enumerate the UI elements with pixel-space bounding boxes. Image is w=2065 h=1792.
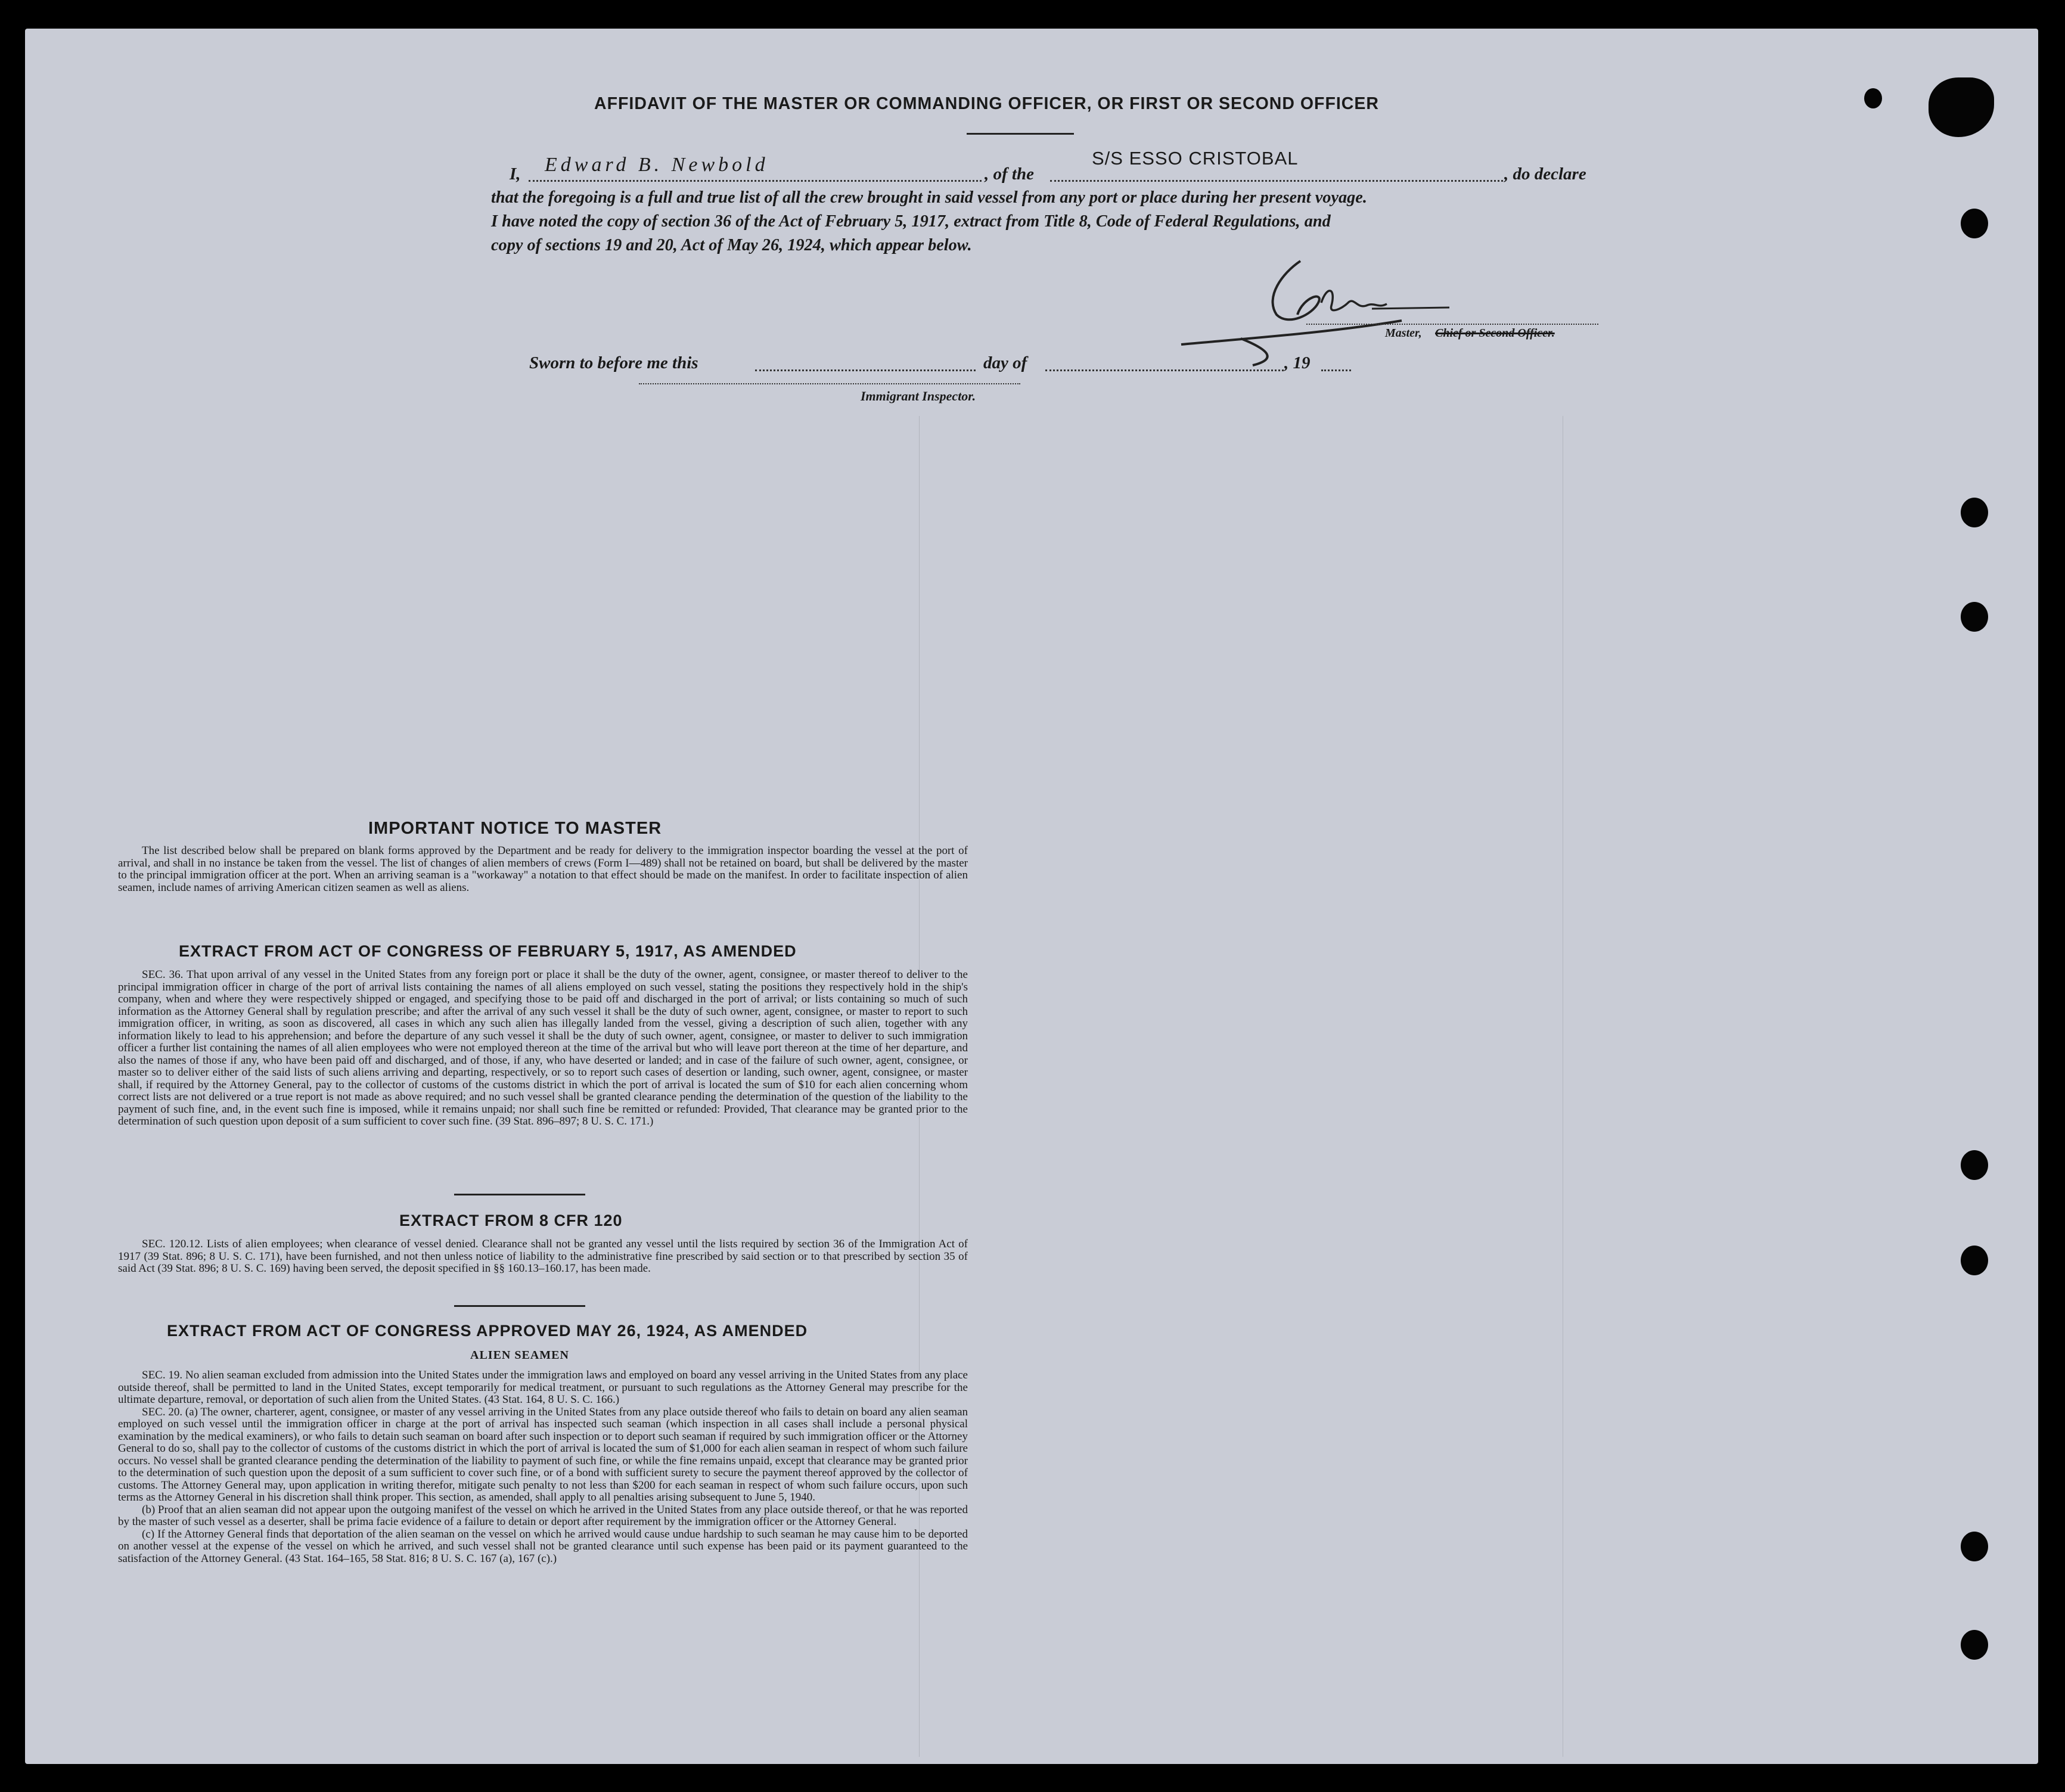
extract-1924-body [118,1369,968,1565]
section-36-text: SEC. 36. That upon arrival of any vessel in the United States from any foreign port or place it shall be the duty of the owner, agent, consignee, or master thereof to deliver to the principal immigration officer in charge of the port of arrival lists containing the names of all aliens employed on such vessel, stating the positions they respectively hold in the ship's company, when and where they were respectively shipped or engaged, and specifying those to be paid off and discharged in the port of arrival; or lists containing so much of such information as the Attorney General shall by regulation prescribe; and after the arrival of any such vessel it shall be the duty of such owner, agent, consignee, or master to report to such immigration officer, in writing, as soon as discovered, all cases in which any such alien has illegally landed from the vessel, giving a description of such alien, together with any information likely to lead to his apprehension; and before the departure of any such vessel it shall be the duty of such owner, agent, consignee, or master to deliver to such immigration officer a further list containing the names of all alien employees who were not employed thereon at the time of the arrival but who will leave port thereon at the time of her departure, and also the names of those if any, who have been paid off and discharged, and of those, if any, who have deserted or landed; and in case of the failure of such owner, agent, consignee, or master so to deliver either of the said lists of such aliens arriving and departing, respectively, or so to report such cases of desertion or landing, such owner, agent, consignee, or master shall, if required by the Attorney General, pay to the collector of customs of the customs district in which the port of arrival is located the sum of $10 for each alien concerning whom correct lists are not delivered or a true report is not made as above required; and no such vessel shall be granted clearance pending the determination of the question of the liability to the payment of such fine, and, in the event such fine is imposed, while it remains unpaid; nor shall such fine be remitted or refunded: Provided, That clearance may be granted prior to the determination of such question upon deposit of a sum sufficient to cover such fine. (39 Stat. 896–897; 8 U. S. C. 171.) [118,968,968,1128]
divider-2 [454,1305,585,1307]
master-name-handwritten: Edward B. Newbold [545,154,769,176]
section-20c-text: (c) If the Attorney General finds that deportation of the alien seaman on the vessel on which he arrived would cause undue hardship to such seaman he may cause him to be deported on another vessel at the expense of the vessel on which he arrived, and such vessel shall not be granted clearance until such expense has been paid or its payment guaranteed to the satisfaction of the Attorney General. (43 Stat. 164–165, 58 Stat. 816; 8 U. S. C. 167 (a), 167 (c).) [118,1527,968,1565]
punch-hole [1961,602,1988,632]
page-title: AFFIDAVIT OF THE MASTER OR COMMANDING OFFICER, OR FIRST OR SECOND OFFICER [594,94,1379,113]
extract-1917-heading: EXTRACT FROM ACT OF CONGRESS OF FEBRUARY 5, 1917, AS AMENDED [179,942,797,960]
manifest-sheet [25,29,2038,1764]
section-20b-text: (b) Proof that an alien seaman did not appear upon the outgoing manifest of the vessel on which he arrived in the United States from any place outside thereof, or that he was reported by the master of such vessel as a deserter, shall be prima facie evidence of a failure to detain or deport after requirement by the immigration officer or the Attorney General. [118,1503,968,1528]
vessel-blank [1050,180,1503,182]
punch-hole [1961,1246,1988,1275]
master-name-blank [529,180,982,182]
inspector-caption: Immigrant Inspector. [861,389,976,403]
divider-1 [454,1194,585,1195]
signature-caption-master: Master, [1385,327,1422,340]
signature-line [1306,324,1598,325]
section-120-12-text: SEC. 120.12. Lists of alien employees; when clearance of vessel denied. Clearance shall not be granted any vessel until the lists required by section 36 of the Immigration Act of 1917 (39 Stat. 896; 8 U. S. C. 171), have been furnished, and not then unless notice of liability to the administrative fine prescribed by said section or to that prescribed by section 35 of said Act (39 Stat. 896; 8 U. S. C. 169) having been served, the deposit specified in §§ 160.13–160.17, has been made. [118,1238,968,1275]
sworn-day-of: day of [983,353,1027,372]
punch-hole [1961,209,1988,238]
sworn-year-blank [1321,369,1351,371]
declaration-line-4: copy of sections 19 and 20, Act of May 26, 1924, which appear below. [491,236,972,254]
punch-hole [1961,1150,1988,1180]
of-the-label: , of the [985,164,1034,184]
master-signature [1175,249,1509,368]
notice-heading: IMPORTANT NOTICE TO MASTER [368,819,662,838]
declaration-line-2: that the foregoing is a full and true list of all the crew brought in said vessel from any port or place during her present voyage. [491,188,1367,207]
notice-text: The list described below shall be prepared on blank forms approved by the Department and be ready for delivery to the immigration inspector boarding the vessel at the port of arrival, and shall in no instance be taken from the vessel. The list of changes of alien members of crews (Form I—489) shall not be retained on board, but shall be delivered by the master to the principal immigration officer at the port. When an arriving seaman is a "workaway" a notation to that effect should be made on the manifest. In order to facilitate inspection of alien seamen, include names of arriving American citizen seamen as well as aliens. [118,844,968,894]
column-guide-1 [919,416,920,1757]
extract-cfr-body [118,1238,968,1275]
sworn-day-blank [755,369,976,371]
extract-cfr-heading: EXTRACT FROM 8 CFR 120 [399,1212,623,1229]
sworn-year: , 19 [1284,353,1311,372]
inspector-signature-line [639,383,1020,384]
extract-1917-body [118,969,968,1128]
alien-seamen-subheading: ALIEN SEAMEN [470,1349,569,1362]
signature-caption-struck: Chief or Second Officer. [1435,327,1555,340]
punch-hole [1961,498,1988,527]
do-declare-label: , do declare [1504,164,1586,184]
vessel-name: S/S ESSO CRISTOBAL [1092,148,1299,169]
declaration-line-3: I have noted the copy of section 36 of the Act of February 5, 1917, extract from Title 8, Code of Federal Regulations, and [491,212,1331,231]
notice-body [118,845,968,894]
punch-hole [1961,1630,1988,1660]
title-rule [967,133,1074,135]
section-20a-text: SEC. 20. (a) The owner, charterer, agent, consignee, or master of any vessel arriving in the United States from any place outside thereof who fails to detain on board any alien seaman employed on such vessel until the immigration officer in charge at the port of arrival has inspected such seaman (which inspection in all cases shall include a personal physical examination by the medical examiners), or who fails to detain such seaman on board after such inspection or to deport such seaman if required by such immigration officer or the Attorney General to do so, shall pay to the collector of customs of the customs district in which the port of arrival is located the sum of $1,000 for each alien seaman in respect of whom such failure occurs. No vessel shall be granted clearance pending the determination of the liability to payment of such fine, or while the fine remains unpaid, except that clearance may be granted prior to the determination of such question upon the deposit of a sum sufficient to cover such fine, or of a bond with sufficient surety to secure the payment thereof approved by the collector of customs. The Attorney General may, upon application in writing therefor, mitigate such penalty to not less than $200 for each seaman in respect of whom such failure occurs, upon such terms as the Attorney General in his discretion shall think proper. This section, as amended, shall apply to all penalties arising subsequent to June 5, 1940. [118,1405,968,1504]
extract-1924-heading: EXTRACT FROM ACT OF CONGRESS APPROVED MAY 26, 1924, AS AMENDED [167,1322,808,1340]
sworn-month-blank [1045,369,1284,371]
sworn-label: Sworn to before me this [529,353,698,372]
punch-hole [1864,88,1882,108]
declaration-prefix: I, [510,164,521,184]
section-19-text: SEC. 19. No alien seaman excluded from admission into the United States under the immigration laws and employed on board any vessel arriving in the United States from any place outside thereof, shall be permitted to land in the United States, except temporarily for medical treatment, or pursuant to such regulations as the Attorney General may prescribe for the ultimate departure, removal, or deportation of such alien from the United States. (43 Stat. 164, 8 U. S. C. 166.) [118,1369,968,1406]
punch-hole [1961,1532,1988,1561]
